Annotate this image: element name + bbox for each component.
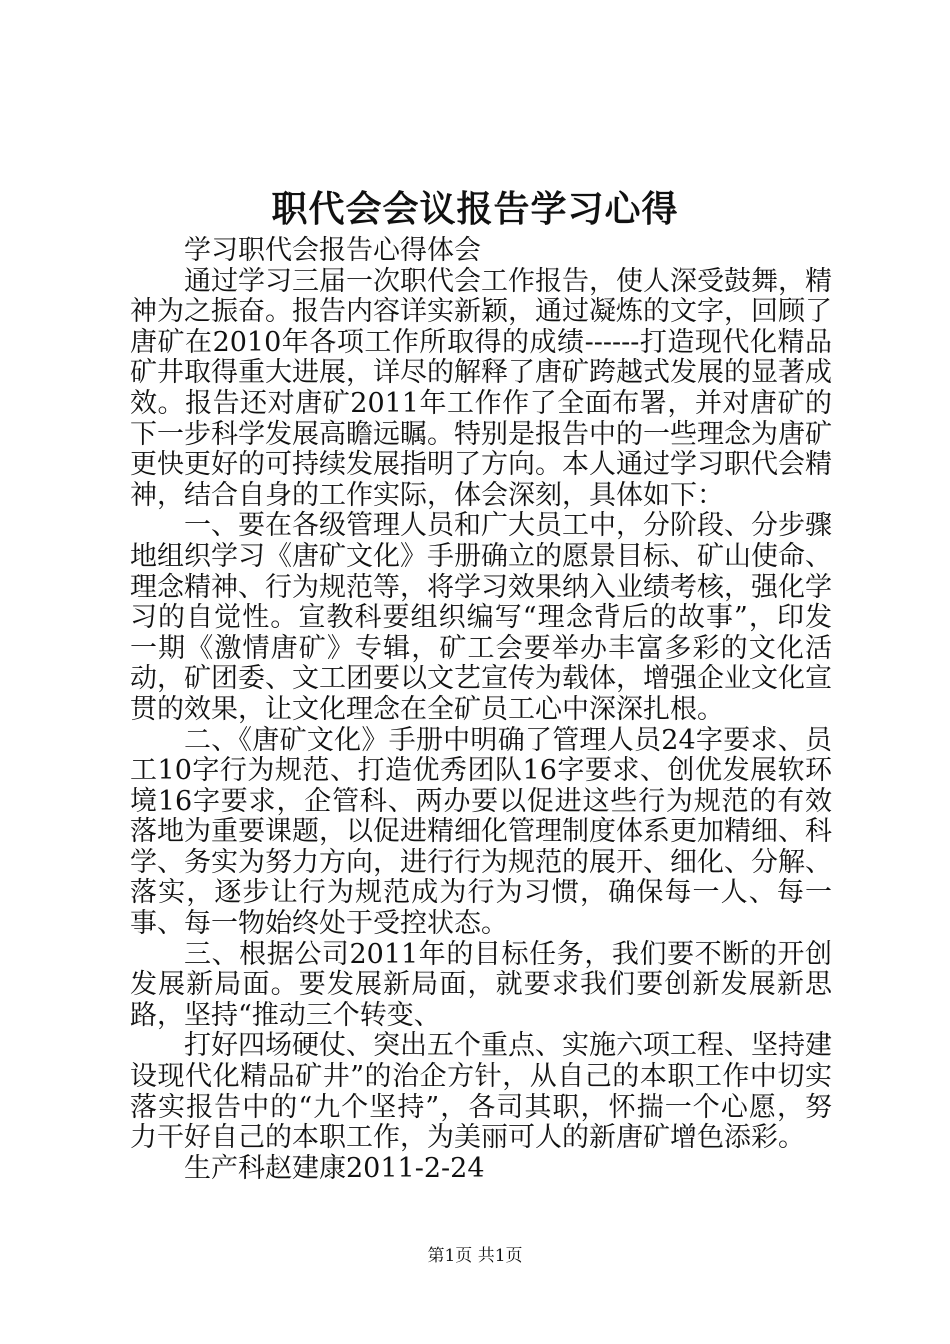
paragraph-subtitle: 学习职代会报告心得体会 (184, 235, 481, 266)
document-body (130, 236, 832, 1184)
page-number: 第1页 共1页 (427, 1246, 523, 1266)
paragraph-point-one: 一、要在各级管理人员和广大员工中，分阶段、分步骤地组织学习《唐矿文化》手册确立的愿景目标、矿山使命、理念精神、行为规范等，将学习效果纳入业绩考核，强化学习的自觉性。宣教科要组织编写“理念背后的故事”，印发一期《激情唐矿》专辑，矿工会要举办丰富多彩的文化活动，矿团委、文工团要以文艺宣传为载体，增强企业文化宣贯的效果，让文化理念在全矿员工心中深深扎根。 (130, 510, 832, 725)
document-title: 职代会会议报告学习心得 (271, 188, 679, 230)
paragraph-point-three: 三、根据公司2011年的目标任务，我们要不断的开创发展新局面。要发展新局面，就要求我们要创新发展新思路，坚持“推动三个转变、 (130, 938, 832, 1031)
paragraph-point-three-continued: 打好四场硬仗、突出五个重点、实施六项工程、坚持建设现代化精品矿井”的治企方针，从自己的本职工作中切实落实报告中的“九个坚持”，各司其职，怀揣一个心愿，努力干好自己的本职工作，为美丽可人的新唐矿增色添彩。 (130, 1030, 832, 1154)
paragraph-intro: 通过学习三届一次职代会工作报告，使人深受鼓舞，精神为之振奋。报告内容详实新颖，通过凝炼的文字，回顾了唐矿在2010年各项工作所取得的成绩------打造现代化精品矿井取得重大进展，详尽的解释了唐矿跨越式发展的显著成效。报告还对唐矿2011年工作作了全面布署，并对唐矿的下一步科学发展高瞻远瞩。特别是报告中的一些理念为唐矿更快更好的可持续发展指明了方向。本人通过学习职代会精神，结合自身的工作实际，体会深刻，具体如下： (130, 265, 832, 511)
paragraph-signature: 生产科赵建康2011-2-24 (184, 1152, 485, 1184)
paragraph-point-two: 二、《唐矿文化》手册中明确了管理人员24字要求、员工10字行为规范、打造优秀团队16字要求、创优发展软环境16字要求，企管科、两办要以促进这些行为规范的有效落地为重要课题，以促进精细化管理制度体系更加精细、科学、务实为努力方向，进行行为规范的展开、细化、分解、落实，逐步让行为规范成为行为习惯，确保每一人、每一事、每一物始终处于受控状态。 (130, 724, 832, 940)
